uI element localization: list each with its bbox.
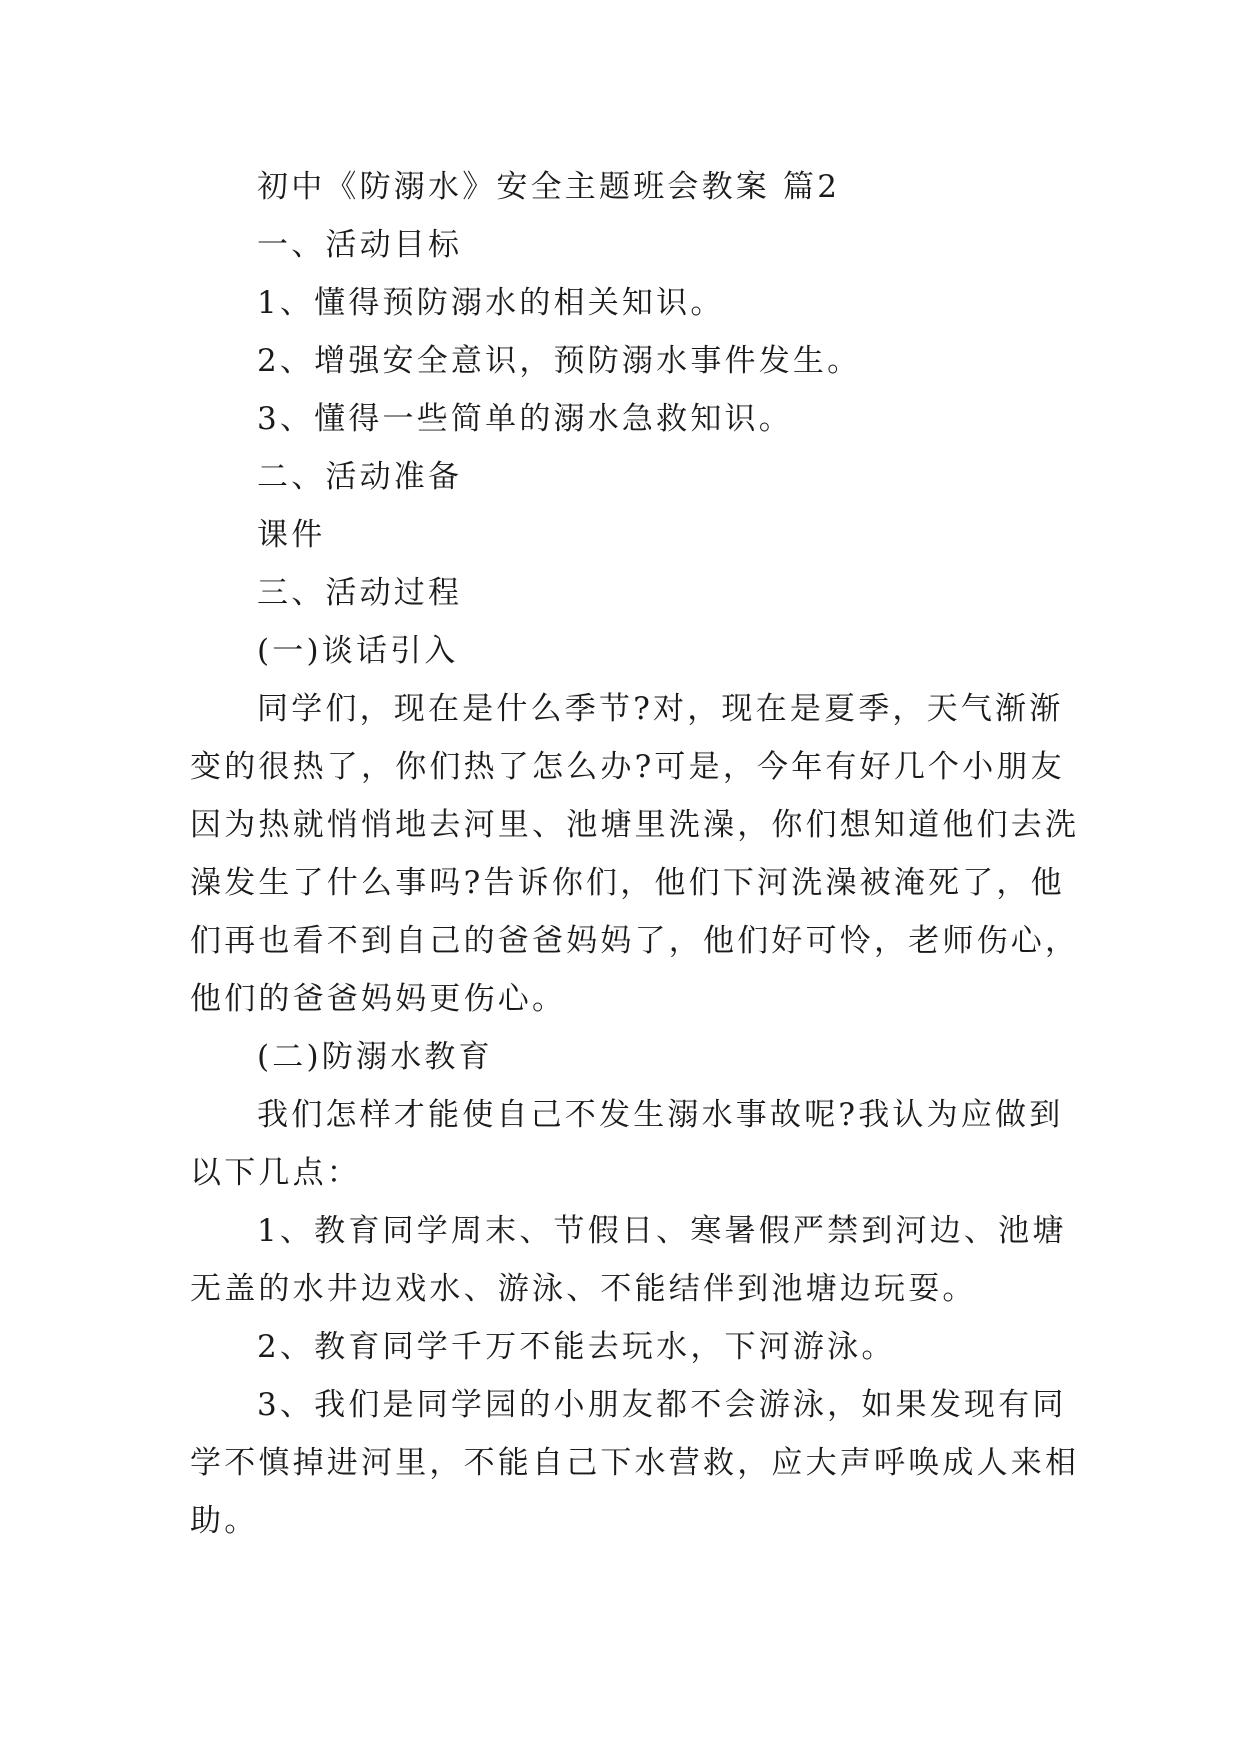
goals-heading: 一、活动目标 <box>257 227 463 263</box>
education-paragraph <box>190 1086 1064 1202</box>
point-1-paragraph <box>190 1202 1067 1318</box>
prep-heading: 二、活动准备 <box>257 459 463 495</box>
paragraph-line: 1、教育同学周末、节假日、寒暑假严禁到河边、池塘 <box>257 1213 1067 1249</box>
point-3-paragraph <box>190 1376 1080 1550</box>
paragraph-line: 同学们，现在是什么季节?对，现在是夏季，天气渐渐 <box>257 691 1064 727</box>
paragraph-line: 我们怎样才能使自己不发生溺水事故呢?我认为应做到 <box>257 1097 1064 1133</box>
sub-heading-education: (二)防溺水教育 <box>257 1039 493 1075</box>
prep-body: 课件 <box>257 517 326 553</box>
goal-item-3: 3、懂得一些简单的溺水急救知识。 <box>257 401 793 437</box>
paragraph-line: 3、我们是同学园的小朋友都不会游泳，如果发现有同 <box>257 1387 1067 1423</box>
process-heading: 三、活动过程 <box>257 575 463 611</box>
document-title: 初中《防溺水》安全主题班会教案 篇2 <box>257 169 841 205</box>
point-2-paragraph: 2、教育同学千万不能去玩水，下河游泳。 <box>257 1329 896 1365</box>
paragraph-line: 无盖的水井边戏水、游泳、不能结伴到池塘边玩耍。 <box>190 1271 977 1307</box>
paragraph-line: 学不慎掉进河里，不能自己下水营救，应大声呼唤成人来相 <box>190 1445 1080 1481</box>
goal-item-2: 2、增强安全意识，预防溺水事件发生。 <box>257 343 862 379</box>
intro-paragraph <box>190 680 1080 1028</box>
paragraph-line: 澡发生了什么事吗?告诉你们，他们下河洗澡被淹死了，他 <box>190 865 1065 901</box>
paragraph-line: 变的很热了，你们热了怎么办?可是，今年有好几个小朋友 <box>190 749 1065 785</box>
sub-heading-intro: (一)谈话引入 <box>257 633 459 669</box>
paragraph-line: 助。 <box>190 1503 259 1539</box>
document-body <box>190 158 1080 1550</box>
paragraph-line: 因为热就悄悄地去河里、池塘里洗澡，你们想知道他们去洗 <box>190 807 1080 843</box>
paragraph-line: 们再也看不到自己的爸爸妈妈了，他们好可怜，老师伤心， <box>190 923 1080 959</box>
paragraph-line: 以下几点： <box>190 1155 361 1191</box>
paragraph-line: 他们的爸爸妈妈更伤心。 <box>190 981 567 1017</box>
goal-item-1: 1、懂得预防溺水的相关知识。 <box>257 285 725 321</box>
